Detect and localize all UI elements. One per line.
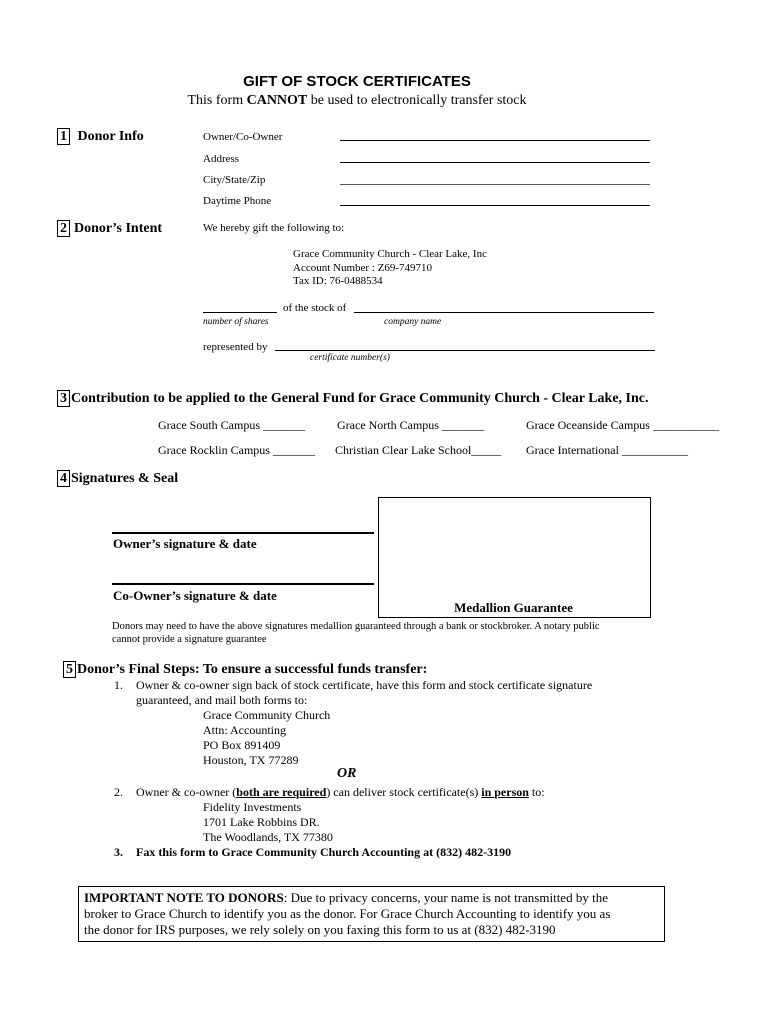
delivery-address-line-3: The Woodlands, TX 77380	[203, 830, 333, 844]
owner-signature-line[interactable]	[112, 532, 374, 534]
section-5-heading	[63, 661, 427, 678]
recipient-account: Account Number : Z69-749710	[293, 262, 432, 274]
section-2-number: 2	[57, 220, 70, 237]
represented-by-label: represented by	[203, 341, 268, 353]
owner-label: Owner/Co-Owner	[203, 131, 283, 143]
recipient-tax-id: Tax ID: 76-0488534	[293, 275, 383, 287]
section-1-heading	[57, 128, 144, 145]
subtitle-post: be used to electronically transfer stock	[307, 93, 527, 108]
daytime-phone-field-line[interactable]	[340, 205, 650, 206]
section-4-title: Signatures & Seal	[71, 471, 179, 486]
campus-christian-clear-lake-school[interactable]: Christian Clear Lake School_____	[335, 443, 502, 457]
company-name-field-line[interactable]	[354, 312, 654, 313]
medallion-note-line-2: cannot provide a signature guarantee	[112, 634, 267, 645]
campus-rocklin[interactable]: Grace Rocklin Campus _______	[158, 443, 315, 457]
section-4-heading	[57, 470, 178, 487]
or-separator: OR	[337, 766, 357, 781]
campus-international[interactable]: Grace International ___________	[526, 443, 688, 457]
campus-south[interactable]: Grace South Campus _______	[158, 418, 305, 432]
step-1-number: 1.	[114, 678, 123, 692]
step-2-text	[136, 785, 545, 800]
delivery-address-line-1: Fidelity Investments	[203, 800, 302, 814]
city-state-zip-field-line[interactable]	[340, 184, 650, 185]
section-4-number: 4	[57, 470, 70, 487]
important-note-line-2: broker to Grace Church to identify you as the donor. For Grace Church Accounting to identify you as	[84, 906, 611, 921]
number-of-shares-caption: number of shares	[203, 317, 269, 327]
subtitle-bold: CANNOT	[246, 93, 308, 108]
number-of-shares-field-line[interactable]	[203, 312, 277, 313]
medallion-note-line-1: Donors may need to have the above signatures medallion guaranteed through a bank or stockbroker. A notary public	[112, 621, 600, 632]
address-field-line[interactable]	[340, 162, 650, 163]
step-2-in-person: in person	[481, 785, 529, 799]
step-2-post: to:	[528, 785, 545, 799]
subtitle-pre: This form	[187, 93, 247, 108]
delivery-address-line-2: 1701 Lake Robbins DR.	[203, 815, 320, 829]
step-3-text: Fax this form to Grace Community Church Accounting at (832) 482-3190	[136, 845, 512, 859]
mail-address-line-1: Grace Community Church	[203, 708, 331, 722]
section-5-title: Donor’s Final Steps: To ensure a successful funds transfer:	[77, 662, 428, 677]
section-3-heading	[57, 390, 649, 407]
of-the-stock-of-label: of the stock of	[283, 302, 347, 314]
important-note-line-1	[84, 890, 608, 906]
address-label: Address	[203, 153, 240, 165]
step-2-both-required: both are required	[236, 785, 327, 799]
important-note-line-1-rest: : Due to privacy concerns, your name is not transmitted by the	[283, 890, 608, 905]
company-name-caption: company name	[384, 317, 442, 327]
owner-field-line[interactable]	[340, 140, 650, 141]
step-2-pre: Owner & co-owner (	[136, 785, 237, 799]
mail-address-line-3: PO Box 891409	[203, 738, 281, 752]
daytime-phone-label: Daytime Phone	[203, 195, 272, 207]
form-subtitle	[0, 93, 714, 109]
owner-signature-label: Owner’s signature & date	[113, 536, 257, 551]
step-1-line-2: guaranteed, and mail both forms to:	[136, 693, 308, 707]
step-1-line-1: Owner & co-owner sign back of stock certificate, have this form and stock certificate signature	[136, 678, 593, 692]
certificate-numbers-field-line[interactable]	[275, 350, 655, 351]
medallion-guarantee-label: Medallion Guarantee	[454, 600, 573, 615]
important-note-line-3: the donor for IRS purposes, we rely solely on you faxing this form to us at (832) 482-3190	[84, 922, 556, 937]
campus-oceanside[interactable]: Grace Oceanside Campus ___________	[526, 418, 719, 432]
section-1-number: 1	[57, 128, 70, 145]
recipient-org: Grace Community Church - Clear Lake, Inc	[293, 248, 487, 260]
coowner-signature-line[interactable]	[112, 583, 374, 585]
campus-north[interactable]: Grace North Campus _______	[337, 418, 484, 432]
certificate-numbers-caption: certificate number(s)	[310, 353, 390, 363]
section-3-title: Contribution to be applied to the General Fund for Grace Community Church - Clear Lake, Inc.	[71, 391, 649, 406]
section-2-title: Donor’s Intent	[74, 221, 163, 236]
intent-intro: We hereby gift the following to:	[203, 222, 345, 234]
mail-address-line-2: Attn: Accounting	[203, 723, 286, 737]
section-1-title: Donor Info	[77, 129, 144, 144]
important-note-heading: IMPORTANT NOTE TO DONORS	[84, 890, 284, 905]
step-3-number: 3.	[114, 845, 123, 859]
mail-address-line-4: Houston, TX 77289	[203, 753, 299, 767]
form-title: GIFT OF STOCK CERTIFICATES	[243, 73, 471, 90]
step-2-number: 2.	[114, 785, 123, 799]
section-2-heading	[57, 220, 162, 237]
city-state-zip-label: City/State/Zip	[203, 174, 266, 186]
section-3-number: 3	[57, 390, 70, 407]
step-2-mid: ) can deliver stock certificate(s)	[326, 785, 482, 799]
section-5-number: 5	[63, 661, 76, 678]
coowner-signature-label: Co-Owner’s signature & date	[113, 588, 277, 603]
